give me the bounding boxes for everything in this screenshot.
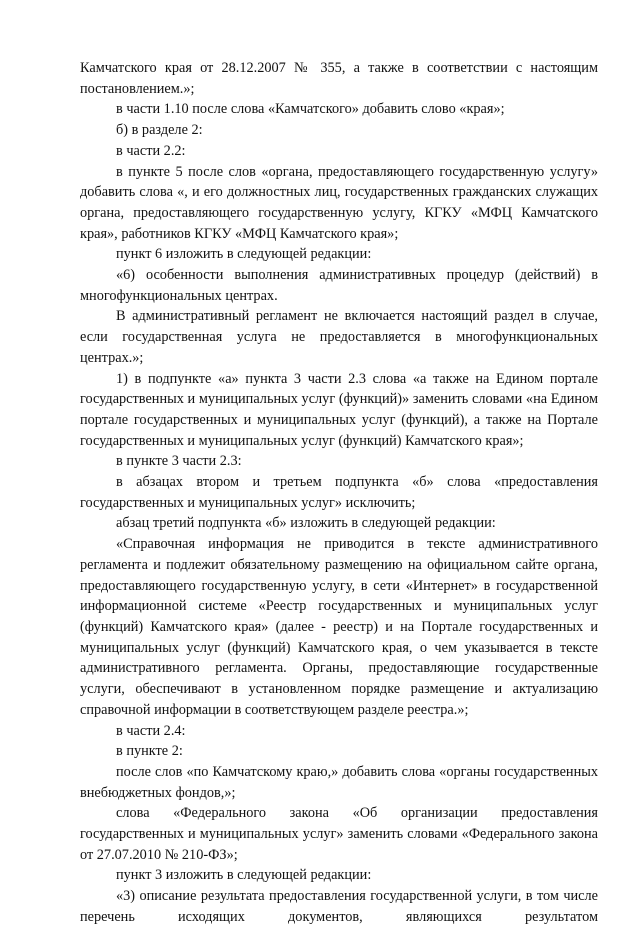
paragraph-7: «6) особенности выполнения административных процедур (действий) в многофункциональных центрах.: [80, 267, 598, 304]
paragraph-17: слова «Федерального закона «Об организации предоставления государственных и муниципальных услуг» заменить словами «Федерального закона от 27.07.2010 № 210-ФЗ»;: [80, 805, 598, 863]
paragraph-16: после слов «по Камчатскому краю,» добавить слова «органы государственных внебюджетных фондов,»;: [80, 763, 598, 801]
paragraph-3: б) в разделе 2:: [116, 122, 203, 139]
paragraph-10: в пункте 3 части 2.3:: [116, 453, 242, 470]
paragraph-15: в пункте 2:: [116, 743, 183, 760]
paragraph-11: в абзацах втором и третьем подпункта «б» слова «предоставления государственных и муниципальных услуг» исключить;: [80, 474, 598, 511]
paragraph-1: Камчатского края от 28.12.2007 № 355, а также в соответствии с настоящим постановлением.»;: [80, 60, 598, 97]
paragraph-2: в части 1.10 после слова «Камчатского» добавить слово «края»;: [116, 101, 505, 118]
document-page: [80, 58, 598, 928]
paragraph-12: абзац третий подпункта «б» изложить в следующей редакции:: [116, 515, 496, 532]
paragraph-9: 1) в подпункте «а» пункта 3 части 2.3 слова «а также на Едином портале государственных и муниципальных услуг (функций)» заменить словами «на Едином портале государственных и муниципальных услуг (функций), а также на Портале государственных и муниципальных услуг (функций) Камчатского края»;: [80, 370, 598, 449]
paragraph-18: пункт 3 изложить в следующей редакции:: [116, 867, 372, 884]
paragraph-19: «3) описание результата предоставления государственной услуги, в том числе перечень исходящих документов, являющихся результатом: [80, 888, 598, 925]
paragraph-13: «Справочная информация не приводится в тексте административного регламента и подлежит обязательному размещению на официальном сайте органа, предоставляющего государственную услугу, в сети «Интернет» в государственной информационной системе «Реестр государственных и муниципальных услуг (функций) Камчатского края» (далее - реестр) и на Портале государственных и муниципальных услуг (функций) Камчатского края, о чем указывается в тексте административного регламента. Органы, предоставляющие государственные услуги, обеспечивают в установленном порядке размещение и актуализацию справочной информации в соответствующем разделе реестра.»;: [80, 536, 598, 718]
paragraph-6: пункт 6 изложить в следующей редакции:: [116, 246, 372, 263]
paragraph-14: в части 2.4:: [116, 722, 186, 739]
paragraph-8: В административный регламент не включается настоящий раздел в случае, если государственная услуга не предоставляется в многофункциональных центрах.»;: [80, 308, 598, 366]
paragraph-4: в части 2.2:: [116, 142, 186, 159]
paragraph-5: в пункте 5 после слов «органа, предоставляющего государственную услугу» добавить слова «, и его должностных лиц, государственных гражданских служащих органа, предоставляющего государственную услугу, КГКУ «МФЦ Камчатского края», работников КГКУ «МФЦ Камчатского края»;: [80, 163, 598, 242]
